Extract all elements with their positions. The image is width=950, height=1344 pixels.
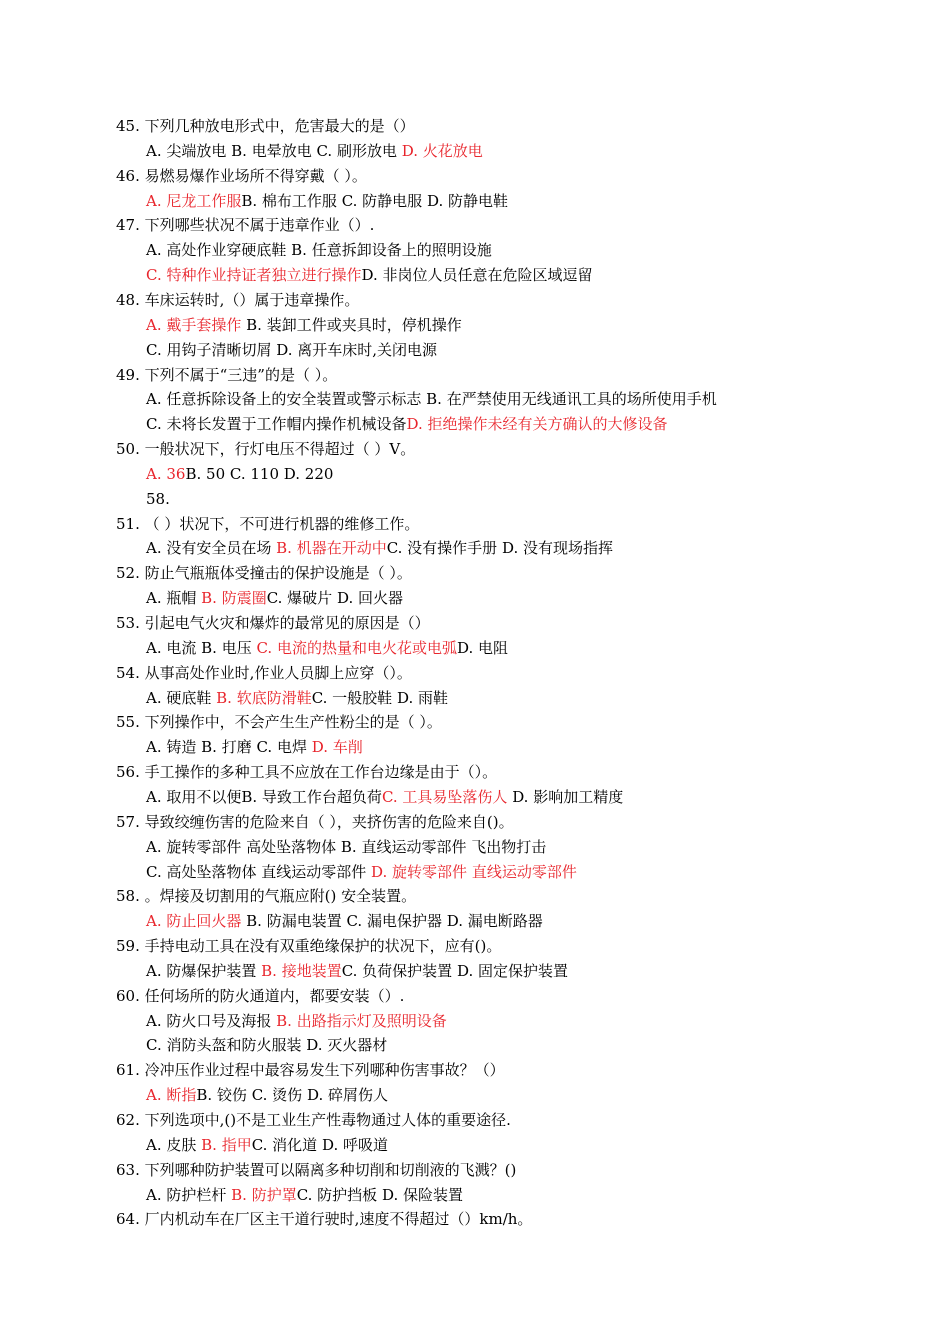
line-text: A. 皮肤: [146, 1135, 202, 1154]
option-line: [146, 909, 543, 933]
line-text: 57. 导致绞缠伤害的危险来自（ ），夹挤伤害的危险来自()。: [116, 812, 514, 831]
line-text: 47. 下列哪些状况不属于违章作业（）.: [116, 216, 375, 235]
answer-text: C. 电流的热量和电火花或电弧: [256, 638, 457, 657]
answer-text: A. 戴手套操作: [146, 315, 242, 334]
answer-text: D. 火花放电: [401, 141, 483, 160]
option-line: [146, 1083, 388, 1107]
line-text: 52. 防止气瓶瓶体受撞击的保护设施是（ ）。: [116, 564, 412, 583]
line-text: 56. 手工操作的多种工具不应放在工作台边缘是由于（）。: [116, 763, 498, 782]
question-line: [116, 984, 404, 1008]
question-line: [116, 288, 359, 312]
line-text: A. 高处作业穿硬底鞋 B. 任意拆卸设备上的照明设施: [146, 241, 492, 260]
question-line: [116, 661, 412, 685]
option-line: [146, 313, 462, 337]
answer-text: A. 防止回火器: [146, 912, 242, 931]
answer-text: D. 旋转零部件 直线运动零部件: [371, 862, 577, 881]
line-text: 61. 冷冲压作业过程中最容易发生下列哪种伤害事故？（）: [116, 1061, 505, 1080]
answer-text: B. 机器在开动中: [276, 539, 387, 558]
option-line: [146, 636, 508, 660]
answer-text: B. 防护罩: [231, 1185, 297, 1204]
line-text: B. 装卸工件或夹具时，停机操作: [241, 315, 462, 334]
line-text: A. 任意拆除设备上的安全装置或警示标志 B. 在严禁使用无线通讯工具的场所使用手机: [146, 390, 717, 409]
question-line: [116, 437, 415, 461]
answer-text: C. 特种作业持证者独立进行操作: [146, 266, 362, 285]
line-text: C. 消化道 D. 呼吸道: [251, 1135, 388, 1154]
line-text: B. 50 C. 110 D. 220: [185, 464, 334, 483]
option-line: [146, 835, 546, 859]
question-line: [116, 561, 412, 585]
option-line: [146, 139, 483, 163]
line-text: A. 没有安全员在场: [146, 539, 277, 558]
question-line: [116, 114, 415, 138]
answer-text: A. 断指: [146, 1086, 197, 1105]
line-text: 64. 厂内机动车在厂区主干道行驶时,速度不得超过（）km/h。: [116, 1210, 533, 1229]
option-line: [146, 263, 593, 287]
line-text: A. 取用不以便B. 导致工作台超负荷: [146, 787, 382, 806]
question-line: [116, 213, 374, 237]
option-line: [146, 412, 668, 436]
line-text: A. 防火口号及海报: [146, 1011, 277, 1030]
line-text: A. 防爆保护装置: [146, 961, 262, 980]
option-line: [146, 1133, 388, 1157]
line-text: A. 旋转零部件 高处坠落物体 B. 直线运动零部件 飞出物打击: [146, 837, 547, 856]
option-line: [146, 1183, 463, 1207]
line-text: A. 瓶帽: [146, 589, 202, 608]
line-text: D. 非岗位人员任意在危险区域逗留: [361, 266, 593, 285]
line-text: 58.: [146, 489, 170, 508]
line-text: C. 爆破片 D. 回火器: [266, 589, 403, 608]
answer-text: D. 拒绝操作未经有关方确认的大修设备: [406, 415, 668, 434]
question-line: [116, 1158, 516, 1182]
line-text: 54. 从事高处作业时,作业人员脚上应穿（）。: [116, 663, 412, 682]
line-text: C. 用钩子清晰切屑 D. 离开车床时,关闭电源: [146, 340, 438, 359]
option-line: [146, 338, 437, 362]
question-line: [116, 512, 419, 536]
option-line: [146, 735, 363, 759]
option-line: [146, 387, 717, 411]
option-line: [146, 238, 492, 262]
line-text: A. 电流 B. 电压: [146, 638, 257, 657]
line-text: 48. 车床运转时,（）属于违章操作。: [116, 290, 360, 309]
answer-text: D. 车削: [311, 738, 363, 757]
option-line: [146, 462, 333, 486]
question-line: [116, 810, 514, 834]
line-text: A. 防护栏杆: [146, 1185, 232, 1204]
line-text: D. 电阻: [456, 638, 508, 657]
question-line: [116, 1207, 532, 1231]
option-line: [146, 536, 613, 560]
option-line: [146, 1009, 447, 1033]
line-text: 45. 下列几种放电形式中，危害最大的是（）: [116, 117, 415, 135]
line-text: 63. 下列哪种防护装置可以隔离多种切削和切削液的飞溅？(): [116, 1160, 517, 1179]
line-text: C. 高处坠落物体 直线运动零部件: [146, 862, 372, 881]
line-text: 53. 引起电气火灾和爆炸的最常见的原因是（）: [116, 614, 430, 632]
question-line: [116, 363, 337, 387]
line-text: 49. 下列不属于“三违”的是（ ）。: [116, 365, 338, 384]
option-line: [146, 686, 448, 710]
answer-text: A. 36: [146, 464, 186, 483]
answer-text: B. 指甲: [201, 1135, 252, 1154]
option-line: [146, 1033, 387, 1057]
option-line: [146, 860, 577, 884]
question-line: [116, 164, 367, 188]
answer-text: A. 尼龙工作服: [146, 191, 242, 210]
answer-text: B. 防震圈: [201, 589, 267, 608]
question-line: [116, 1108, 511, 1132]
line-text: C. 消防头盔和防火服装 D. 灭火器材: [146, 1036, 388, 1055]
line-text: B. 防漏电装置 C. 漏电保护器 D. 漏电断路器: [241, 912, 543, 931]
question-line: [116, 1058, 505, 1082]
line-text: 59. 手持电动工具在没有双重绝缘保护的状况下，应有()。: [116, 937, 502, 956]
question-line: [116, 611, 430, 635]
option-line: [146, 959, 568, 983]
line-text: C. 一般胶鞋 D. 雨鞋: [311, 688, 448, 707]
question-line: [116, 710, 442, 734]
line-text: 55. 下列操作中，不会产生生产性粉尘的是（ ）。: [116, 713, 442, 732]
line-text: 51. （ ）状况下，不可进行机器的维修工作。: [116, 514, 420, 533]
line-text: A. 硬底鞋: [146, 688, 217, 707]
question-line: [116, 760, 497, 784]
answer-text: C. 工具易坠落伤人: [381, 787, 508, 806]
answer-text: B. 出路指示灯及照明设备: [276, 1011, 447, 1030]
line-text: 60. 任何场所的防火通道内，都要安装（）.: [116, 986, 405, 1005]
line-text: C. 未将长发置于工作帽内操作机械设备: [146, 415, 407, 434]
answer-text: B. 接地装置: [261, 961, 342, 980]
line-text: 46. 易燃易爆作业场所不得穿戴（ ）。: [116, 166, 367, 185]
line-text: C. 负荷保护装置 D. 固定保护装置: [341, 961, 568, 980]
option-line: [146, 785, 623, 809]
option-line: [146, 487, 170, 511]
line-text: C. 防护挡板 D. 保险装置: [296, 1185, 463, 1204]
line-text: B. 棉布工作服 C. 防静电服 D. 防静电鞋: [241, 191, 508, 210]
line-text: 50. 一般状况下，行灯电压不得超过（ ）V。: [116, 440, 416, 459]
line-text: A. 铸造 B. 打磨 C. 电焊: [146, 738, 312, 757]
question-line: [116, 884, 416, 908]
option-line: [146, 586, 403, 610]
line-text: 62. 下列选项中,()不是工业生产性毒物通过人体的重要途径.: [116, 1111, 511, 1129]
line-text: B. 铰伤 C. 烫伤 D. 碎屑伤人: [196, 1086, 388, 1105]
line-text: A. 尖端放电 B. 电晕放电 C. 刷形放电: [146, 141, 402, 160]
answer-text: B. 软底防滑鞋: [216, 688, 312, 707]
question-line: [116, 934, 501, 958]
line-text: D. 影响加工精度: [507, 787, 624, 806]
line-text: 58. 。焊接及切割用的气瓶应附() 安全装置。: [116, 887, 417, 906]
line-text: C. 没有操作手册 D. 没有现场指挥: [386, 539, 613, 558]
option-line: [146, 189, 508, 213]
